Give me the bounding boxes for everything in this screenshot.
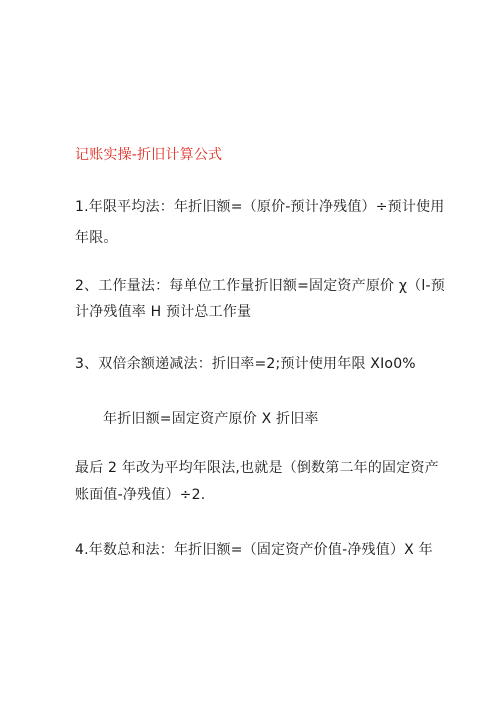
document-title: 记账实操-折旧计算公式 <box>75 147 223 163</box>
paragraph-line-straight-line-method: 1.年限平均法：年折旧额=（原价-预计净残值）÷预计使用 <box>75 199 445 215</box>
paragraph-line-last-two-years: 最后 2 年改为平均年限法,也就是（倒数第二年的固定资产 <box>75 460 439 476</box>
paragraph-line-last-two-years-cont: 账面值-净残值）÷2. <box>75 487 206 503</box>
paragraph-line-double-declining: 3、双倍余额递减法：折旧率=2;预计使用年限 XIo0% <box>75 356 416 372</box>
paragraph-line-double-declining-annual: 年折旧额=固定资产原价 X 折旧率 <box>103 411 319 427</box>
paragraph-line-units-of-production: 2、工作量法：每单位工作量折旧额=固定资产原价 χ（l-预 <box>75 278 445 294</box>
paragraph-line-straight-line-method-cont: 年限。 <box>75 230 118 246</box>
paragraph-line-units-of-production-cont: 计净残值率 H 预计总工作量 <box>75 304 252 320</box>
paragraph-line-sum-of-years: 4.年数总和法：年折旧额=（固定资产价值-净残值）X 年 <box>75 542 433 558</box>
